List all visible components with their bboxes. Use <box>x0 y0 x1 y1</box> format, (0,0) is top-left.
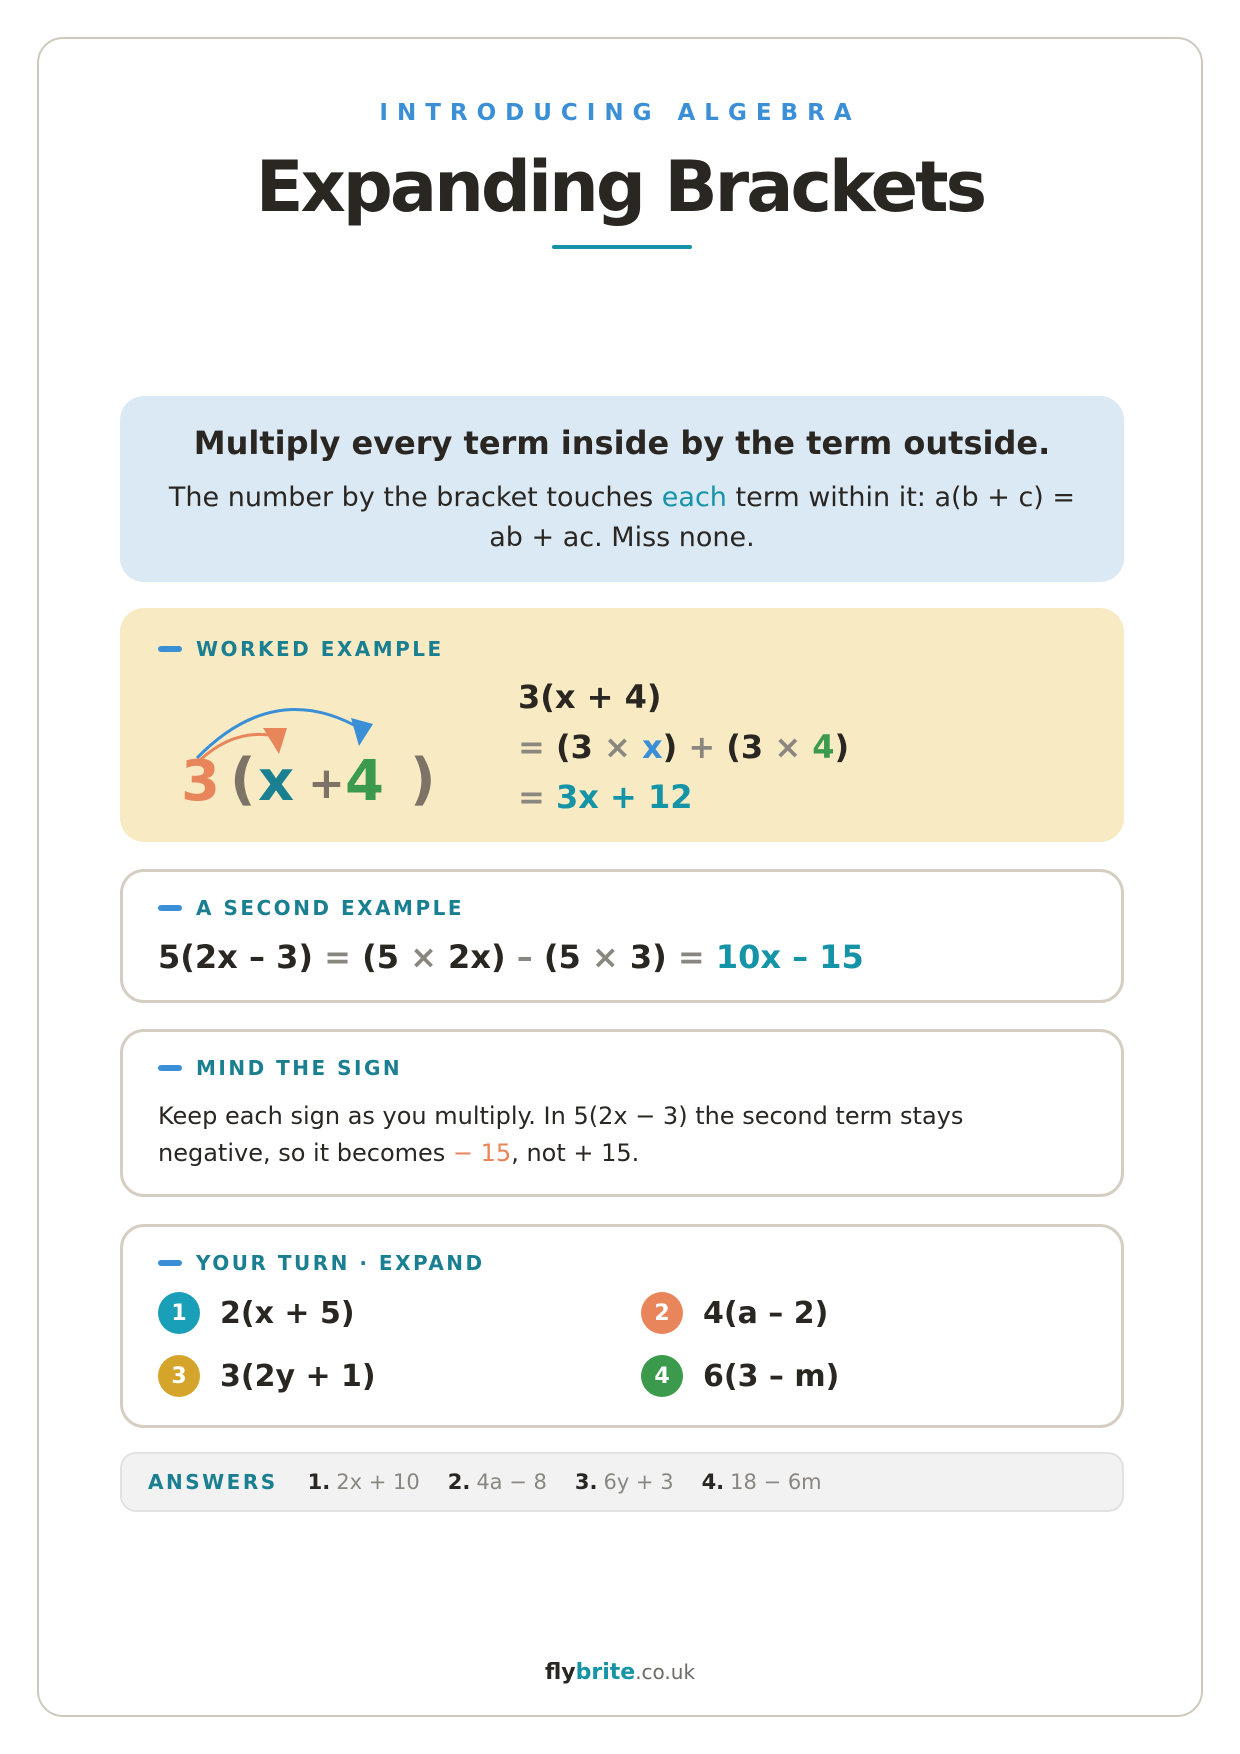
step-2-b2: ) <box>834 728 850 766</box>
rule-heading: Multiply every term inside by the term outside. <box>193 424 1051 462</box>
footer-brand-domain: .co.uk <box>635 1660 696 1684</box>
problem-number-badge: 2 <box>641 1292 683 1334</box>
step-2-four: 4 <box>812 728 835 766</box>
second-example-label <box>158 896 464 920</box>
label-dash-icon <box>158 646 182 652</box>
problem-number-badge: 4 <box>641 1355 683 1397</box>
step-2-a1: (3 <box>555 728 593 766</box>
step-2-times-1: × <box>603 728 631 766</box>
page-title: Expanding Brackets <box>255 146 985 228</box>
rule-text <box>160 478 1084 558</box>
footer-brand <box>0 1660 1240 1685</box>
title-underline <box>552 245 692 249</box>
diagram-open-bracket: ( <box>230 747 256 812</box>
mind-the-sign-label <box>158 1056 402 1080</box>
worked-example-card <box>120 608 1124 842</box>
footer-brand-fly: fly <box>544 1660 576 1685</box>
rule-text-highlight: each <box>661 482 727 513</box>
expansion-diagram <box>175 688 475 818</box>
problem-item <box>158 1291 355 1335</box>
eq-part-2: (5 <box>362 938 399 976</box>
step-1: 3(x + 4) <box>518 678 662 716</box>
diagram-plus: + <box>308 758 345 809</box>
second-example-card <box>120 869 1124 1003</box>
your-turn-card <box>120 1224 1124 1428</box>
problem-expression: 2(x + 5) <box>220 1295 355 1331</box>
problem-expression: 6(3 – m) <box>703 1358 840 1394</box>
label-dash-icon <box>158 1065 182 1071</box>
diagram-close-bracket: ) <box>410 747 436 812</box>
your-turn-label-text: YOUR TURN · EXPAND <box>196 1251 485 1275</box>
eq-minus: – <box>516 938 533 976</box>
rule-card <box>120 396 1124 582</box>
rule-text-after: term within it: a(b + c) = ab + ac. Miss none. <box>489 482 1076 553</box>
answer-item <box>702 1470 822 1494</box>
eq-part-1: 5(2x – 3) <box>158 938 313 976</box>
label-dash-icon <box>158 1260 182 1266</box>
step-3 <box>518 772 849 822</box>
step-2-plus: + <box>688 728 716 766</box>
diagram-term2: 4 <box>345 749 384 814</box>
diagram-term1: x <box>258 749 295 814</box>
sign-text-after: , not + 15. <box>511 1139 640 1167</box>
mind-the-sign-card <box>120 1029 1124 1197</box>
answer-number: 2. <box>447 1470 471 1494</box>
eq-times-2: × <box>591 938 619 976</box>
problem-number-badge: 1 <box>158 1292 200 1334</box>
step-2-times-2: × <box>774 728 802 766</box>
second-example-equation <box>158 938 864 976</box>
worked-example-label <box>158 637 444 661</box>
problem-expression: 3(2y + 1) <box>220 1358 376 1394</box>
eq-part-3: 2x) <box>448 938 506 976</box>
rule-text-before: The number by the bracket touches <box>168 482 662 513</box>
step-3-equals: = <box>518 778 545 816</box>
answer-item <box>575 1470 674 1494</box>
step-2-b1: (3 <box>726 728 764 766</box>
answer-item <box>448 1470 547 1494</box>
sign-text-before: Keep each sign as you multiply. In 5(2x − 3) the second term stays negative, so it becomes <box>158 1102 964 1167</box>
step-2-x: x <box>641 728 663 766</box>
step-2-equals: = <box>518 728 545 766</box>
answer-value: 4a − 8 <box>476 1470 547 1494</box>
answer-value: 2x + 10 <box>336 1470 420 1494</box>
worked-example-label-text: WORKED EXAMPLE <box>196 637 444 661</box>
problem-item <box>641 1354 839 1398</box>
eq-equals-2: = <box>677 938 705 976</box>
mind-the-sign-text <box>158 1098 1081 1172</box>
problem-expression: 4(a – 2) <box>703 1295 829 1331</box>
step-2-a2: ) <box>662 728 678 766</box>
answer-number: 3. <box>574 1470 598 1494</box>
eq-part-5: 3) <box>629 938 667 976</box>
answer-number: 4. <box>701 1470 725 1494</box>
second-example-label-text: A SECOND EXAMPLE <box>196 896 465 920</box>
answers-label: ANSWERS <box>148 1470 278 1494</box>
diagram-outside: 3 <box>181 749 220 814</box>
answer-value: 18 − 6m <box>730 1470 822 1494</box>
step-2 <box>518 722 849 772</box>
problem-item <box>641 1291 828 1335</box>
arrow-to-4-head <box>351 718 373 746</box>
step-3-result: 3x + 12 <box>555 778 693 816</box>
mind-the-sign-label-text: MIND THE SIGN <box>196 1056 403 1080</box>
eq-result: 10x – 15 <box>715 938 864 976</box>
answer-number: 1. <box>307 1470 331 1494</box>
answer-item <box>308 1470 420 1494</box>
eyebrow-label: INTRODUCING ALGEBRA <box>379 100 861 126</box>
sign-text-highlight: − 15 <box>452 1139 512 1167</box>
footer-brand-brite: brite <box>575 1660 636 1685</box>
answer-value: 6y + 3 <box>603 1470 674 1494</box>
answers-bar <box>120 1452 1124 1512</box>
label-dash-icon <box>158 905 182 911</box>
eq-times-1: × <box>410 938 437 976</box>
problem-number-badge: 3 <box>158 1355 200 1397</box>
eq-equals-1: = <box>324 938 351 976</box>
your-turn-label <box>158 1251 485 1275</box>
problem-item <box>158 1354 376 1398</box>
eq-part-4: (5 <box>543 938 581 976</box>
worked-steps <box>518 672 849 822</box>
